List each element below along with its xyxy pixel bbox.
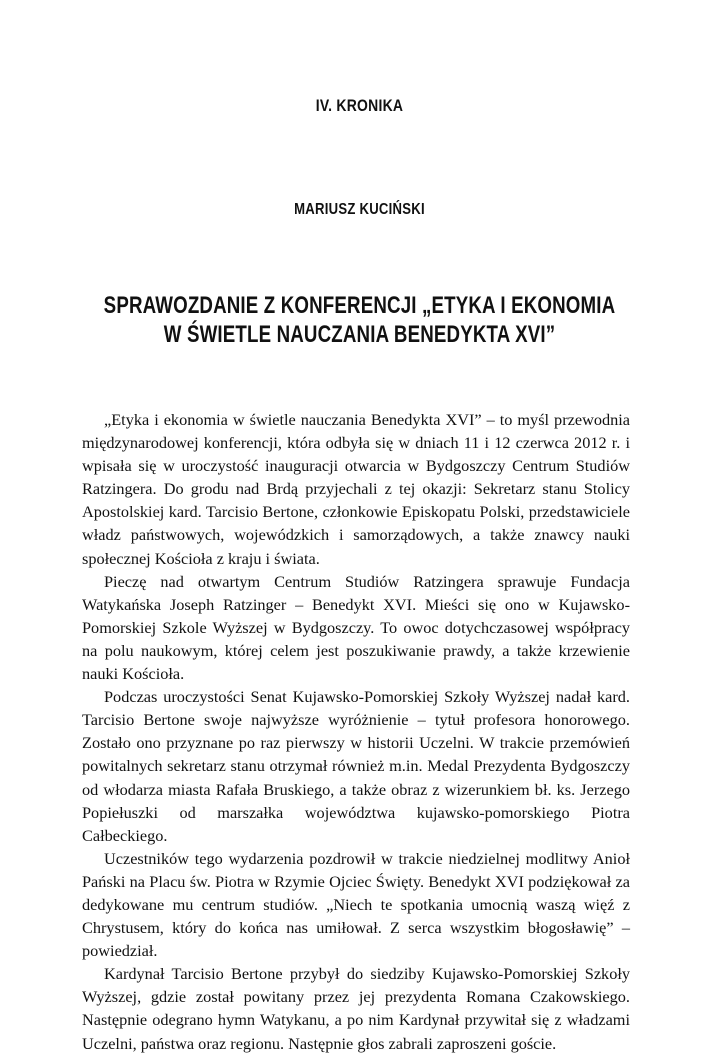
article-title-line-2: W ŚWIETLE NAUCZANIA BENEDYKTA XVI”	[163, 321, 556, 348]
paragraph: Podczas uroczystości Senat Kujawsko-Pomorskiej Szkoły Wyższej nadał kard. Tarcisio Bertone swoje najwyższe wyróżnienie – tytuł profesora honorowego. Zostało ono przyznane po raz pierwszy w historii Uczelni. W trakcie przemówień powitalnych sekretarz stanu otrzymał również m.in. Medal Prezydenta Bydgoszczy od włodarza miasta Rafała Bruskiego, a także obraz z wizerunkiem bł. ks. Jerzego Popiełuszki od marszałka województwa kujawsko-pomorskiego Piotra Całbeckiego.	[82, 687, 630, 845]
author-name: MARIUSZ KUCIŃSKI	[294, 201, 425, 218]
article-title	[32, 291, 686, 349]
section-heading: IV. KRONIKA	[315, 96, 404, 115]
paragraph: Kardynał Tarcisio Bertone przybył do siedziby Kujawsko-Pomorskiej Szkoły Wyższej, gdzie został powitany przez jej prezydenta Romana Czakowskiego. Następnie odegrano hymn Watykanu, a po nim Kardynał przywitał się z władzami Uczelni, państwa oraz regionu. Następnie głos zabrali zaproszeni goście.	[82, 964, 630, 1053]
paragraph: Uczestników tego wydarzenia pozdrowił w trakcie niedzielnej modlitwy Anioł Pański na Placu św. Piotra w Rzymie Ojciec Święty. Benedykt XVI podziękował za dedykowane mu centrum studiów. „Niech te spotkania umocnią waszą więź z Chrystusem, który do końca nas umiłował. Z serca wszystkim błogosławię” – powiedział.	[82, 848, 630, 961]
paragraph: „Etyka i ekonomia w świetle nauczania Benedykta XVI” – to myśl przewodnia międzynarodowej konferencji, która odbyła się w dniach 11 i 12 czerwca 2012 r. i wpisała się w uroczystość inauguracji otwarcia w Bydgoszczy Centrum Studiów Ratzingera. Do grodu nad Brdą przyjechali z tej okazji: Sekretarz stanu Stolicy Apostolskiej kard. Tarcisio Bertone, członkowie Episkopatu Polski, przedstawiciele władz państwowych, wojewódzkich i samorządowych, a także znawcy nauki społecznej Kościoła z kraju i świata.	[82, 410, 630, 568]
article-body	[82, 408, 630, 1055]
article-title-line-1: SPRAWOZDANIE Z KONFERENCJI „ETYKA I EKONOMIA	[103, 292, 616, 319]
paragraph: Pieczę nad otwartym Centrum Studiów Ratzingera sprawuje Fundacja Watykańska Joseph Ratzinger – Benedykt XVI. Mieści się ono w Kujawsko-Pomorskiej Szkole Wyższej w Bydgoszczy. To owoc dotychczasowej współpracy na polu naukowym, której celem jest poszukiwanie prawdy, a także krzewienie nauki Kościoła.	[82, 571, 630, 684]
